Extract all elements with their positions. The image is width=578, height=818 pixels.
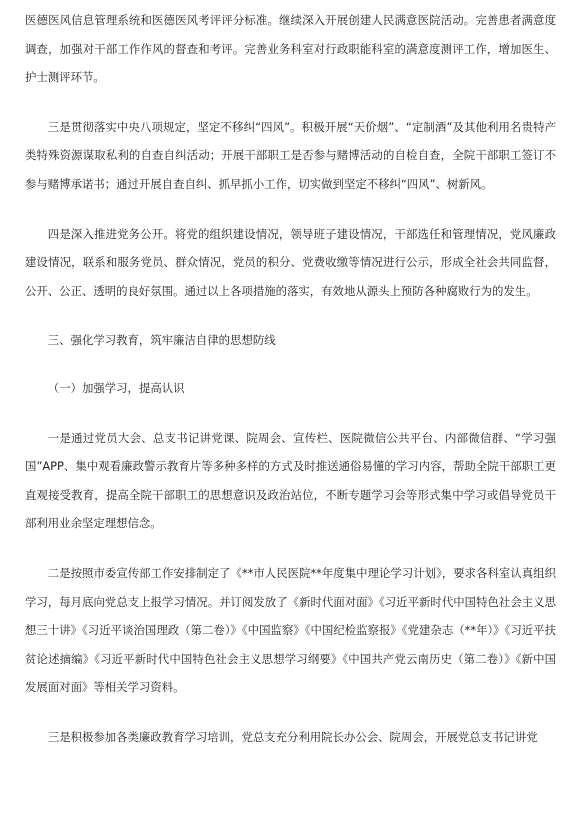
paragraph-study-plan-materials: 二是按照市委宣传部工作安排制定了《**市人民医院**年度集中理论学习计划》，要求各科室认真组织学习，每月底向党总支上报学习情况。并订阅发放了《新时代面对面》《习近平新时代中国特色社会主义思想三十讲》《习近平谈治国理政（第二卷）》《中国监察》《中国纪检监察报》《党建杂志（**年）》《习近平扶贫论述摘编》《习近平新时代中国特色社会主义思想学习纲要》《中国共产党云南历史（第二卷）》《新中国发展面对面》等相关学习资料。 [25,565,556,695]
paragraph-training-participation: 三是积极参加各类廉政教育学习培训，党总支充分利用院长办公会、院周会，开展党总支书记讲党 [47,729,538,744]
paragraph-study-channels: 一是通过党员大会、总支书记讲党课、院周会、宣传栏、医院微信公共平台、内部微信群、“学习强国”APP、集中观看廉政警示教育片等多种多样的方式及时推送通俗易懂的学习内容，帮助全院干部职工更直观接受教育，提高全院干部职工的思想意识及政治站位，不断专题学习会等形式集中学习或倡导党员干部利用业余坚定理想信念。 [25,430,556,531]
subsection-heading-strengthen-study: （一）加强学习，提高认识 [47,380,185,395]
paragraph-eight-regulations: 三是贯彻落实中央八项规定，坚定不移纠“四风”。积极开展“天价烟”、“定制酒”及其他利用名贵特产类特殊资源谋取私利的自查自纠活动；开展干部职工是否参与赌博活动的自检自查，全院干部职工签订不参与赌博承诺书；通过开展自查自纠、抓早抓小工作，切实做到坚定不移纠“四风”、树新风。 [25,119,556,191]
section-heading-study-education: 三、强化学习教育，筑牢廉洁自律的思想防线 [47,333,276,348]
paragraph-ethics-evaluation: 医德医风信息管理系统和医德医风考评评分标准。继续深入开展创建人民满意医院活动。完善患者满意度调查，加强对干部工作作风的督查和考评。完善业务科室对行政职能科室的满意度测评工作，增加医生、护士测评环节。 [25,13,556,85]
paragraph-party-affairs-disclosure: 四是深入推进党务公开。将党的组织建设情况，领导班子建设情况，干部选任和管理情况，党风廉政建设情况，联系和服务党员、群众情况，党员的积分、党费收缴等情况进行公示，形成全社会共同监督，公开、公正、透明的良好氛围。通过以上各项措施的落实，有效地从源头上预防各种腐败行为的发生。 [25,226,556,298]
